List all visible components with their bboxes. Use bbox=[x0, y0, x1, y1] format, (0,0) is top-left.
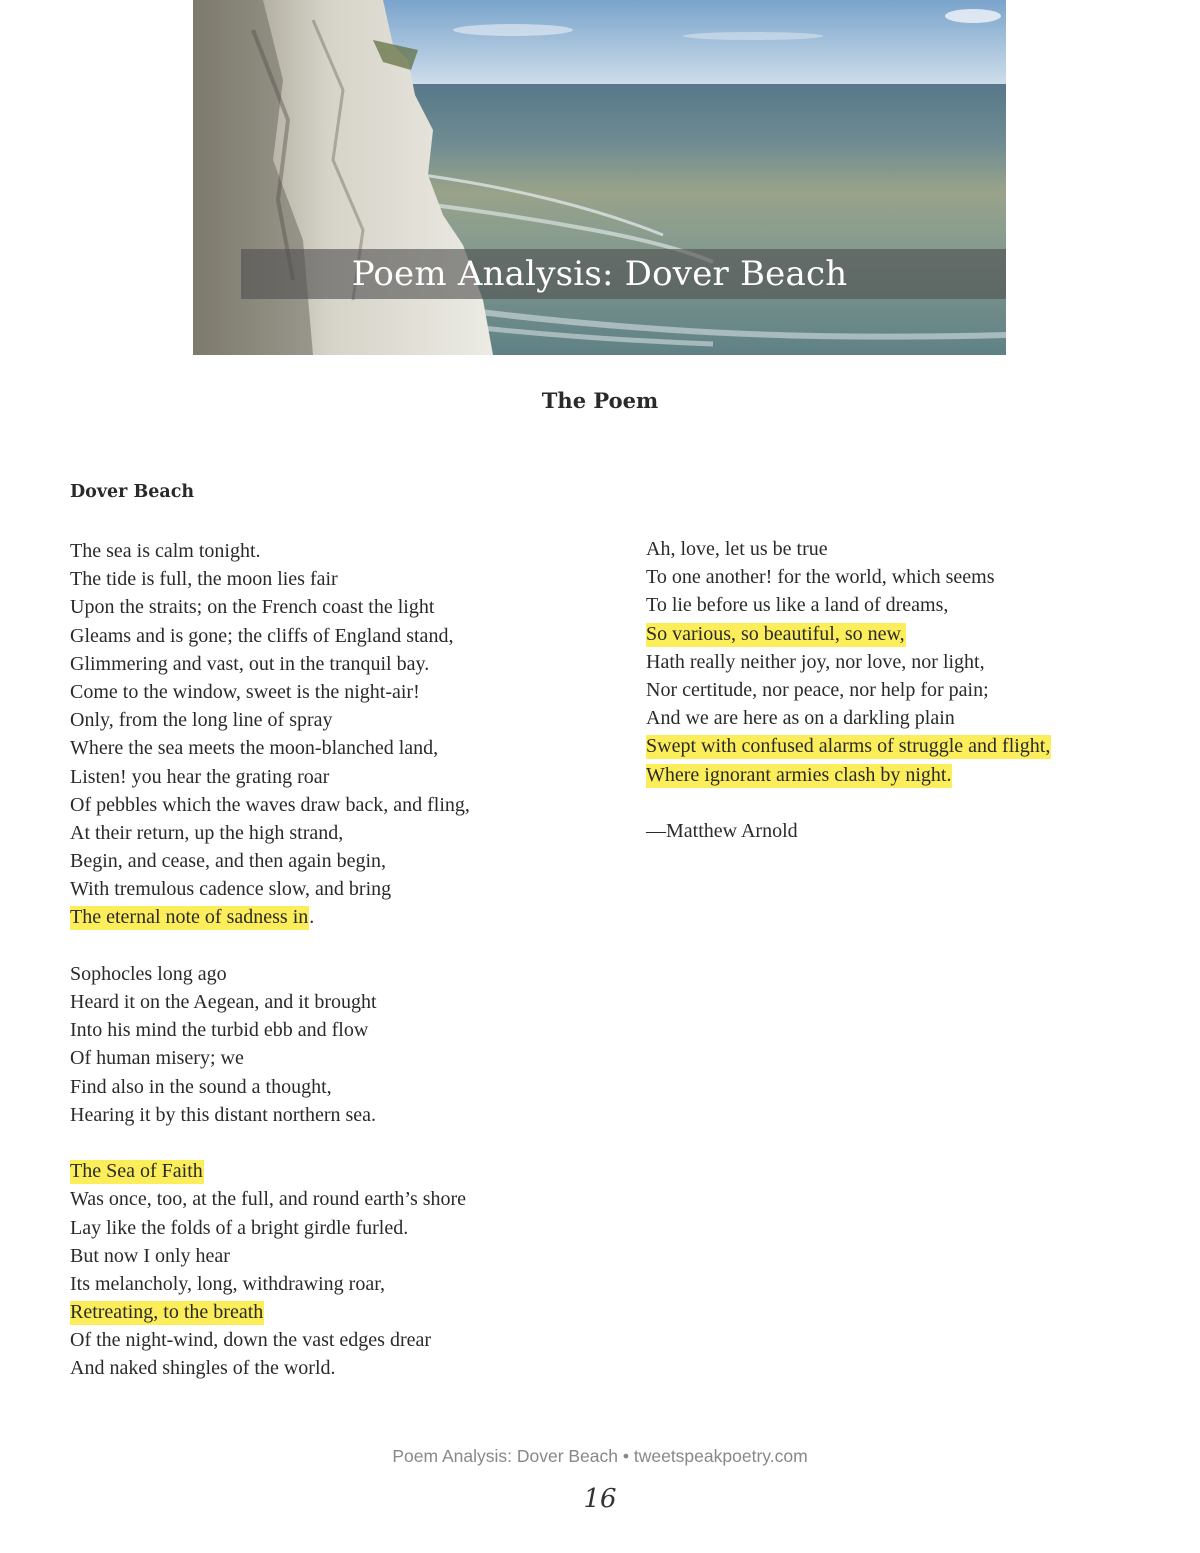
line-text: Glimmering and vast, out in the tranquil bay. bbox=[70, 652, 430, 675]
poem-line bbox=[70, 988, 470, 1016]
line-text: Of human misery; we bbox=[70, 1047, 244, 1070]
page-footer: Poem Analysis: Dover Beach • tweetspeakpoetry.com bbox=[392, 1446, 808, 1466]
poem-line bbox=[70, 734, 470, 762]
poem-line bbox=[70, 1242, 470, 1270]
poem-line bbox=[646, 563, 1051, 591]
poem-line bbox=[70, 960, 470, 988]
poem-line bbox=[70, 650, 470, 678]
poem-line bbox=[70, 565, 470, 593]
poem-line bbox=[646, 620, 1051, 648]
line-text: Heard it on the Aegean, and it brought bbox=[70, 991, 377, 1013]
poem-line bbox=[70, 1157, 470, 1185]
poem-line bbox=[70, 1214, 470, 1242]
line-text: Find also in the sound a thought, bbox=[70, 1075, 332, 1098]
line-text: Sophocles long ago bbox=[70, 962, 227, 985]
poem-line bbox=[70, 1073, 470, 1101]
line-text: Its melancholy, long, withdrawing roar, bbox=[70, 1272, 386, 1295]
line-text: Nor certitude, nor peace, nor help for pain; bbox=[646, 678, 989, 701]
line-text: At their return, up the high strand, bbox=[70, 821, 344, 844]
line-text: To one another! for the world, which seems bbox=[646, 566, 995, 589]
poem-line bbox=[70, 1354, 470, 1382]
line-text: Come to the window, sweet is the night-air! bbox=[70, 680, 420, 703]
poem-attribution: —Matthew Arnold bbox=[646, 819, 798, 842]
poem-line bbox=[646, 732, 1051, 760]
poem-stanza bbox=[70, 960, 470, 1129]
poem-line bbox=[70, 537, 470, 565]
poem-stanza bbox=[70, 1157, 470, 1383]
line-text: Of pebbles which the waves draw back, and fling, bbox=[70, 793, 470, 816]
highlighted-text: The Sea of Faith bbox=[70, 1160, 203, 1183]
line-text: Hearing it by this distant northern sea. bbox=[70, 1103, 377, 1126]
line-text: Ah, love, let us be true bbox=[646, 538, 828, 560]
header-banner bbox=[193, 0, 1006, 355]
poem-line bbox=[70, 622, 470, 650]
line-text: Only, from the long line of spray bbox=[70, 709, 333, 732]
line-text: With tremulous cadence slow, and bring bbox=[70, 878, 392, 901]
line-text: Where the sea meets the moon-blanched land, bbox=[70, 737, 439, 760]
poem-line bbox=[70, 1298, 470, 1326]
poem-line bbox=[70, 903, 470, 931]
page-title: Poem Analysis: Dover Beach bbox=[351, 254, 848, 294]
line-text: And we are here as on a darkling plain bbox=[646, 707, 955, 730]
poem-line bbox=[70, 1101, 470, 1129]
section-heading: The Poem bbox=[541, 388, 659, 413]
poem-line bbox=[70, 875, 470, 903]
poem-line bbox=[646, 676, 1051, 704]
poem-line bbox=[646, 704, 1051, 732]
poem-line bbox=[646, 591, 1051, 619]
line-text: Listen! you hear the grating roar bbox=[70, 765, 330, 788]
poem-line bbox=[646, 761, 1051, 789]
poem-line bbox=[70, 819, 470, 847]
highlighted-text: Retreating, to the breath bbox=[70, 1301, 264, 1324]
poem-line bbox=[70, 1185, 470, 1213]
poem-line bbox=[70, 593, 470, 621]
highlighted-text: Swept with confused alarms of struggle and flight, bbox=[646, 735, 1051, 758]
poem-title: Dover Beach bbox=[70, 482, 195, 502]
poem-column-left bbox=[70, 537, 470, 1383]
line-text: To lie before us like a land of dreams, bbox=[646, 594, 949, 617]
highlighted-text: The eternal note of sadness in bbox=[70, 906, 309, 929]
line-text: Lay like the folds of a bright girdle furled. bbox=[70, 1216, 409, 1239]
line-text: Of the night-wind, down the vast edges drear bbox=[70, 1329, 432, 1352]
page-number: 16 bbox=[583, 1484, 617, 1514]
poem-column-right bbox=[646, 535, 1051, 845]
highlighted-text: So various, so beautiful, so new, bbox=[646, 622, 905, 645]
line-text: Into his mind the turbid ebb and flow bbox=[70, 1019, 369, 1042]
highlighted-text: Where ignorant armies clash by night. bbox=[646, 763, 952, 786]
poem-line bbox=[70, 706, 470, 734]
poem-line bbox=[70, 1044, 470, 1072]
poem-line bbox=[70, 791, 470, 819]
line-text: The sea is calm tonight. bbox=[70, 540, 261, 562]
poem-line bbox=[646, 648, 1051, 676]
poem-line bbox=[646, 535, 1051, 563]
line-text: Hath really neither joy, nor love, nor light, bbox=[646, 650, 985, 673]
line-text: But now I only hear bbox=[70, 1244, 230, 1267]
poem-line bbox=[70, 847, 470, 875]
line-punctuation: . bbox=[309, 906, 315, 929]
line-text: Upon the straits; on the French coast the light bbox=[70, 596, 435, 619]
poem-line bbox=[70, 1270, 470, 1298]
poem-stanza bbox=[70, 537, 470, 932]
line-text: And naked shingles of the world. bbox=[70, 1357, 336, 1380]
line-text: Was once, too, at the full, and round earth’s shore bbox=[70, 1188, 467, 1211]
line-text: Gleams and is gone; the cliffs of England stand, bbox=[70, 624, 454, 647]
poem-line bbox=[70, 763, 470, 791]
line-text: Begin, and cease, and then again begin, bbox=[70, 850, 386, 873]
poem-line bbox=[70, 1326, 470, 1354]
line-text: The tide is full, the moon lies fair bbox=[70, 568, 338, 591]
poem-stanza bbox=[646, 535, 1051, 789]
cliffs-sea-photo bbox=[193, 0, 1006, 355]
poem-line bbox=[70, 678, 470, 706]
poem-line bbox=[70, 1016, 470, 1044]
